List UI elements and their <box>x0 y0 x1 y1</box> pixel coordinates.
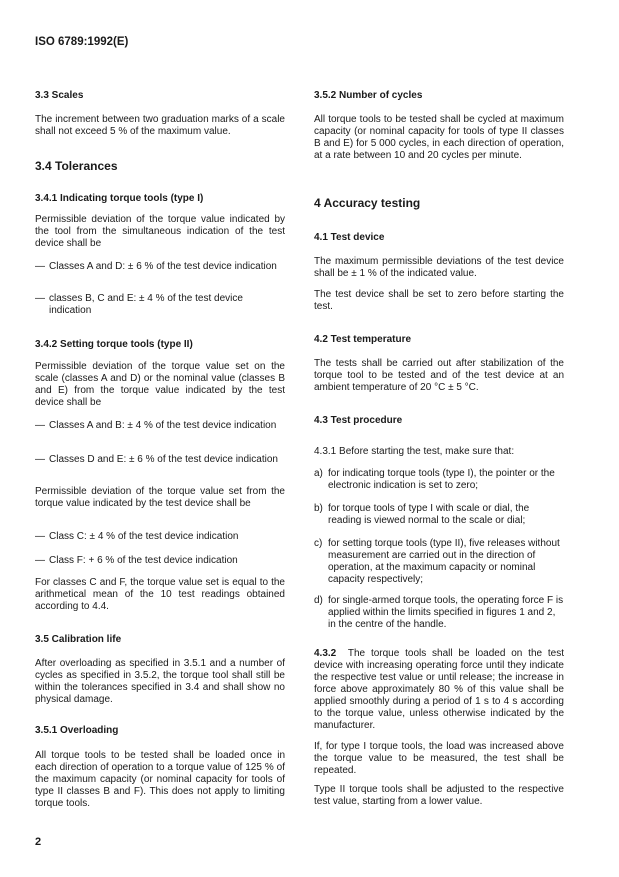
list-marker: d) <box>314 595 323 606</box>
list-item <box>314 503 564 527</box>
section-4-1-body: The maximum permissible deviations of the test device shall be ± 1 % of the indicated value. <box>314 256 564 279</box>
section-4-3-heading: 4.3 Test procedure <box>314 415 403 426</box>
list-item <box>35 261 285 273</box>
list-item-text: for torque tools of type I with scale or dial, the reading is viewed normal to the scale or dial; <box>328 503 530 526</box>
list-marker: — <box>35 454 45 465</box>
section-3-4-heading: 3.4 Tolerances <box>35 159 118 173</box>
section-4-3-2-body <box>314 648 564 732</box>
section-4-2-body: The tests shall be carried out after stabilization of the torque tool to be tested and of the test device at an ambient temperature of 20 °C ± 5 °C. <box>314 358 564 393</box>
section-3-4-2-heading: 3.4.2 Setting torque tools (type II) <box>35 339 193 350</box>
list-marker: a) <box>314 468 323 479</box>
page-number: 2 <box>35 836 42 848</box>
section-4-3-2-number: 4.3.2 <box>314 648 337 659</box>
list-marker: — <box>35 420 45 431</box>
section-3-3-heading: 3.3 Scales <box>35 90 84 101</box>
section-4-3-2-body-2: If, for type I torque tools, the load was increased above the torque value to be measured, the test shall be repeated. <box>314 741 564 776</box>
list-item <box>314 468 564 492</box>
list-item-text: Class F: + 6 % of the test device indication <box>49 555 238 566</box>
list-item-text: for single-armed torque tools, the operating force F is applied within the limits specified in figures 1 and 2, in the centre of the handle. <box>328 595 564 630</box>
list-item <box>35 531 285 543</box>
list-marker: — <box>35 261 45 272</box>
section-4-1-heading: 4.1 Test device <box>314 232 385 243</box>
list-marker: — <box>35 555 45 566</box>
list-item <box>35 555 285 567</box>
section-3-5-2-heading: 3.5.2 Number of cycles <box>314 90 423 101</box>
document-header: ISO 6789:1992(E) <box>35 36 129 48</box>
section-4-3-1-lead: 4.3.1 Before starting the test, make sure that: <box>314 446 515 457</box>
list-item-text: classes B, C and E: ± 4 % of the test device indication <box>49 293 243 316</box>
list-marker: c) <box>314 538 323 549</box>
list-item <box>314 538 564 586</box>
section-3-4-2-body-3: For classes C and F, the torque value set is equal to the arithmetical mean of the 10 test readings obtained according to 4.4. <box>35 577 285 612</box>
list-item <box>35 420 285 432</box>
section-3-5-body: After overloading as specified in 3.5.1 and a number of cycles as specified in 3.5.2, the torque tool shall still be within the tolerances specified in 3.4 and shall show no physical damage. <box>35 658 285 705</box>
section-3-5-2-body: All torque tools to be tested shall be cycled at maximum capacity (or nominal capacity for tools of type II classes B and E) for 5 000 cycles, in each direction of operation, at a rate between 10 and 20 cycles per minute. <box>314 114 564 161</box>
section-4-3-2-body-3: Type II torque tools shall be adjusted to the respective test value, starting from a lower value. <box>314 784 564 807</box>
section-3-4-1-heading: 3.4.1 Indicating torque tools (type I) <box>35 193 204 204</box>
section-3-5-heading: 3.5 Calibration life <box>35 634 122 645</box>
list-item-text: Class C: ± 4 % of the test device indication <box>49 531 239 542</box>
section-3-5-1-body: All torque tools to be tested shall be loaded once in each direction of operation to a torque value of 125 % of the maximum capacity (or nominal capacity for tools of type II classes B and F). This does not apply to limiting torque tools. <box>35 750 285 809</box>
list-item-text: for indicating torque tools (type I), the pointer or the electronic indication is set to zero; <box>328 468 555 491</box>
list-item <box>35 293 285 317</box>
list-item <box>314 595 564 631</box>
section-3-4-2-body-2: Permissible deviation of the torque value set from the torque value indicated by the test device shall be <box>35 486 285 509</box>
section-3-4-1-body: Permissible deviation of the torque value indicated by the tool from the simultaneous indication of the test device shall be <box>35 214 285 249</box>
list-marker: — <box>35 531 45 542</box>
section-4-heading: 4 Accuracy testing <box>314 196 421 210</box>
list-item-text: for setting torque tools (type II), five releases without measurement are carried out in the direction of operation, at the maximum capacity or nominal capacity respectively; <box>328 538 560 585</box>
section-3-4-2-body: Permissible deviation of the torque value set on the scale (classes A and D) or the nominal value (classes B and E) from the torque value indicated by the test device shall be <box>35 361 285 408</box>
list-item-text: Classes A and B: ± 4 % of the test device indication <box>49 420 277 431</box>
list-marker: — <box>35 293 45 304</box>
section-3-5-1-heading: 3.5.1 Overloading <box>35 725 119 736</box>
section-3-3-body: The increment between two graduation marks of a scale shall not exceed 5 % of the maximum value. <box>35 114 285 137</box>
list-item-text: Classes A and D: ± 6 % of the test device indication <box>49 261 277 272</box>
section-4-3-2-text: The torque tools shall be loaded on the test device with increasing operating force until they indicate the respective test value or until release; the increase in force above approximately 80 % of this value shall be applied smoothly during a period of 1 s to 4 s according to the torque value, unless otherwise indicated by the manufacturer. <box>314 648 564 731</box>
section-4-2-heading: 4.2 Test temperature <box>314 334 412 345</box>
list-item <box>35 454 285 466</box>
list-item-text: Classes D and E: ± 6 % of the test device indication <box>49 454 278 465</box>
list-marker: b) <box>314 503 323 514</box>
section-4-1-body-2: The test device shall be set to zero before starting the test. <box>314 289 564 312</box>
